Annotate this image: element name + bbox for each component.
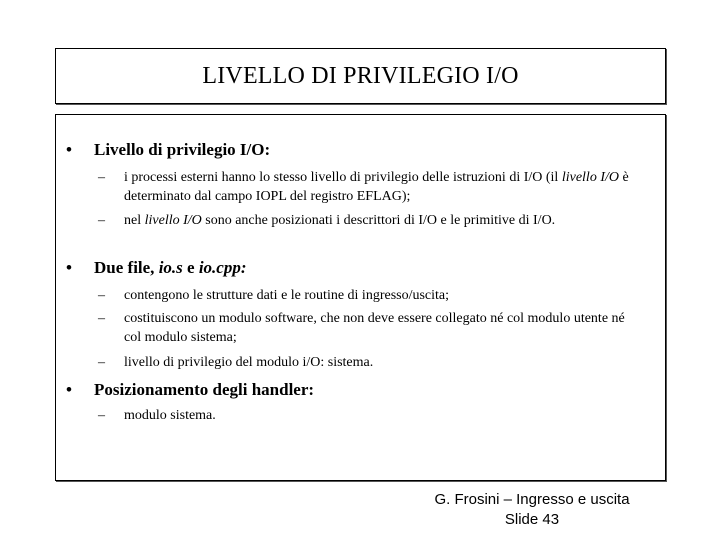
sub-bullet-text: contengono le strutture dati e le routine di ingresso/uscita; <box>124 288 450 303</box>
sub-bullet-text: modulo sistema. <box>124 408 216 423</box>
sub-bullet-dash: – <box>98 311 105 326</box>
slide-title: LIVELLO DI PRIVILEGIO I/O <box>202 62 519 89</box>
sub-bullet-dash: – <box>98 288 105 303</box>
title-box <box>55 48 666 104</box>
sub-bullet-text: i processi esterni hanno lo stesso livello di privilegio delle istruzioni di I/O (il livello I/O è determinato dal campo IOPL del registro EFLAG); <box>124 170 629 204</box>
sub-bullet-dash: – <box>98 408 105 423</box>
sub-bullet-dash: – <box>98 213 105 228</box>
bullet-text: Due file, io.s e io.cpp: <box>94 258 247 277</box>
bullet-dot: • <box>66 140 72 159</box>
slide-footer <box>412 490 652 530</box>
bullet-text: Livello di privilegio I/O: <box>94 140 271 159</box>
slide-number: Slide 43 <box>504 511 560 528</box>
footer-author-line: G. Frosini – Ingresso e uscita <box>434 491 630 508</box>
bullet-text: Posizionamento degli handler: <box>94 380 315 399</box>
sub-bullet-dash: – <box>98 170 105 185</box>
sub-bullet-text: livello di privilegio del modulo i/O: sistema. <box>124 355 374 370</box>
bullet-dot: • <box>66 258 72 277</box>
sub-bullet-text: nel livello I/O sono anche posizionati i descrittori di I/O e le primitive di I/O. <box>124 213 556 228</box>
content-box <box>55 114 666 481</box>
sub-bullet-text: costituiscono un modulo software, che non deve essere collegato né col modulo utente né col modulo sistema; <box>124 311 625 345</box>
sub-bullet-dash: – <box>98 355 105 370</box>
bullet-dot: • <box>66 380 72 399</box>
